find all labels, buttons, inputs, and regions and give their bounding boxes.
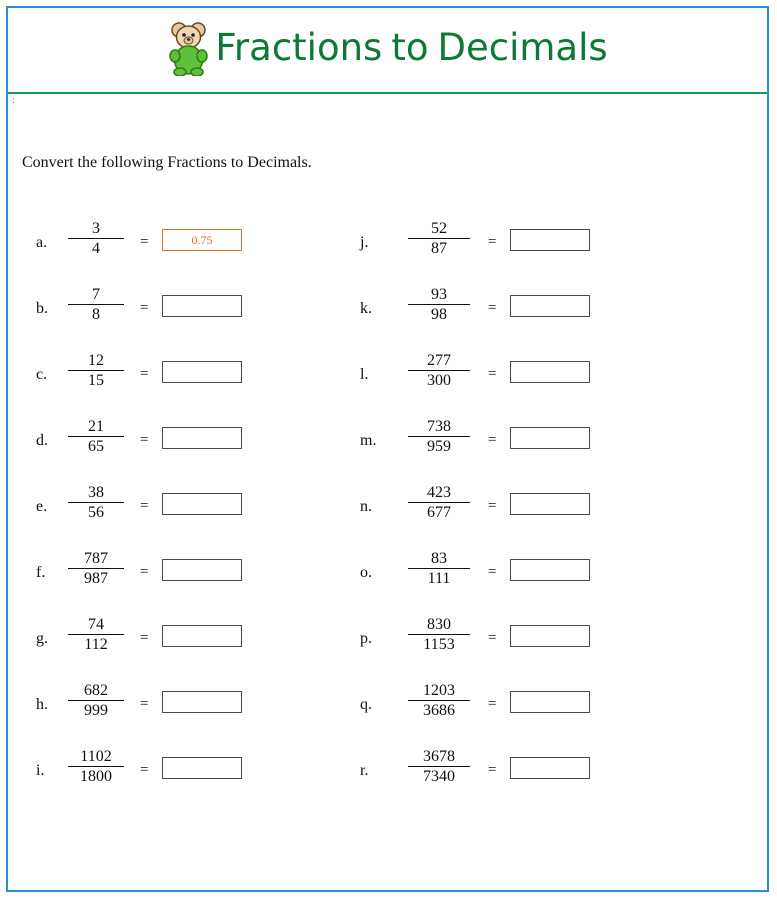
problem-row <box>360 282 690 336</box>
fraction <box>408 682 470 719</box>
answer-input[interactable]: 0.75 <box>162 229 242 251</box>
problem-row <box>36 414 366 468</box>
problem-row <box>360 744 690 798</box>
fraction-denominator: 112 <box>84 636 108 653</box>
equals-sign: = <box>488 300 497 316</box>
fraction-numerator: 830 <box>408 616 470 635</box>
problem-label: c. <box>36 366 48 383</box>
fraction-denominator: 87 <box>431 240 447 257</box>
fraction-numerator: 277 <box>408 352 470 371</box>
answer-input[interactable] <box>162 295 242 317</box>
fraction-numerator: 682 <box>68 682 124 701</box>
equals-sign: = <box>140 300 149 316</box>
worksheet-page <box>6 6 769 892</box>
answer-input[interactable] <box>510 427 590 449</box>
answer-input[interactable] <box>510 493 590 515</box>
fraction-denominator: 56 <box>88 504 104 521</box>
problem-row <box>36 480 366 534</box>
answer-input[interactable] <box>510 691 590 713</box>
problem-row <box>360 678 690 732</box>
problem-label: k. <box>360 300 372 317</box>
title-word-to: to <box>391 26 429 69</box>
fraction <box>68 550 124 587</box>
problem-label: b. <box>36 300 48 317</box>
problem-row <box>360 480 690 534</box>
fraction <box>68 220 124 257</box>
fraction <box>408 220 470 257</box>
answer-input[interactable] <box>162 427 242 449</box>
equals-sign: = <box>488 630 497 646</box>
page-title <box>215 26 607 69</box>
answer-input[interactable] <box>162 559 242 581</box>
problem-label: j. <box>360 234 369 251</box>
fraction-denominator: 677 <box>427 504 451 521</box>
fraction-numerator: 38 <box>68 484 124 503</box>
fraction-denominator: 1800 <box>80 768 112 785</box>
left-tick-marks: : <box>12 94 16 106</box>
problem-label: m. <box>360 432 377 449</box>
fraction-denominator: 4 <box>92 240 100 257</box>
fraction-numerator: 3678 <box>408 748 470 767</box>
fraction-numerator: 83 <box>408 550 470 569</box>
problem-label: o. <box>360 564 372 581</box>
fraction-numerator: 93 <box>408 286 470 305</box>
fraction-denominator: 8 <box>92 306 100 323</box>
fraction-numerator: 52 <box>408 220 470 239</box>
fraction-numerator: 787 <box>68 550 124 569</box>
fraction-numerator: 74 <box>68 616 124 635</box>
equals-sign: = <box>140 234 149 250</box>
answer-input[interactable] <box>162 493 242 515</box>
fraction <box>408 352 470 389</box>
fraction-numerator: 1203 <box>408 682 470 701</box>
equals-sign: = <box>140 696 149 712</box>
equals-sign: = <box>488 498 497 514</box>
equals-sign: = <box>488 564 497 580</box>
answer-input[interactable] <box>510 625 590 647</box>
fraction <box>68 352 124 389</box>
fraction-numerator: 738 <box>408 418 470 437</box>
problem-label: p. <box>360 630 372 647</box>
fraction-numerator: 7 <box>68 286 124 305</box>
problem-row <box>360 216 690 270</box>
instructions-text: Convert the following Fractions to Decimals. <box>22 154 312 171</box>
problem-label: d. <box>36 432 48 449</box>
answer-input[interactable] <box>510 757 590 779</box>
equals-sign: = <box>488 696 497 712</box>
fraction-denominator: 7340 <box>423 768 455 785</box>
answer-input[interactable] <box>162 625 242 647</box>
problem-label: i. <box>36 762 45 779</box>
fraction <box>68 286 124 323</box>
equals-sign: = <box>140 432 149 448</box>
fraction-denominator: 987 <box>84 570 108 587</box>
fraction <box>408 418 470 455</box>
problem-row <box>360 612 690 666</box>
problem-row <box>360 546 690 600</box>
fraction-denominator: 65 <box>88 438 104 455</box>
problem-row <box>36 744 366 798</box>
equals-sign: = <box>488 762 497 778</box>
fraction-numerator: 21 <box>68 418 124 437</box>
title-word-decimals: Decimals <box>437 26 608 69</box>
problem-row <box>360 414 690 468</box>
equals-sign: = <box>140 564 149 580</box>
answer-input[interactable] <box>510 295 590 317</box>
fraction-denominator: 111 <box>427 570 451 587</box>
problem-row <box>36 546 366 600</box>
answer-input[interactable] <box>162 361 242 383</box>
problem-row <box>36 348 366 402</box>
equals-sign: = <box>488 432 497 448</box>
equals-sign: = <box>140 630 149 646</box>
fraction <box>408 550 470 587</box>
equals-sign: = <box>140 498 149 514</box>
answer-input[interactable] <box>510 361 590 383</box>
problem-label: e. <box>36 498 48 515</box>
fraction-denominator: 959 <box>427 438 451 455</box>
problem-label: a. <box>36 234 48 251</box>
problem-label: g. <box>36 630 48 647</box>
title-block <box>8 16 767 79</box>
fraction <box>408 286 470 323</box>
teddy-bear-icon <box>167 18 213 81</box>
answer-input[interactable] <box>510 559 590 581</box>
fraction-denominator: 15 <box>88 372 104 389</box>
fraction-denominator: 300 <box>427 372 451 389</box>
problem-label: r. <box>360 762 369 779</box>
problem-label: n. <box>360 498 372 515</box>
fraction <box>68 748 124 785</box>
answer-input[interactable] <box>510 229 590 251</box>
worksheet-header <box>8 8 767 94</box>
problem-row <box>36 282 366 336</box>
fraction-denominator: 98 <box>431 306 447 323</box>
fraction-denominator: 1153 <box>423 636 455 653</box>
fraction <box>408 748 470 785</box>
fraction <box>68 484 124 521</box>
answer-input[interactable] <box>162 757 242 779</box>
title-word-fractions: Fractions <box>215 26 383 69</box>
fraction <box>68 682 124 719</box>
fraction-numerator: 423 <box>408 484 470 503</box>
problem-label: f. <box>36 564 46 581</box>
problem-label: h. <box>36 696 48 713</box>
fraction-numerator: 3 <box>68 220 124 239</box>
equals-sign: = <box>488 234 497 250</box>
fraction-denominator: 3686 <box>423 702 455 719</box>
equals-sign: = <box>488 366 497 382</box>
problem-row <box>360 348 690 402</box>
problem-row <box>36 678 366 732</box>
problem-label: l. <box>360 366 369 383</box>
fraction-denominator: 999 <box>84 702 108 719</box>
answer-input[interactable] <box>162 691 242 713</box>
fraction <box>68 418 124 455</box>
problem-row <box>36 612 366 666</box>
equals-sign: = <box>140 762 149 778</box>
problem-row <box>36 216 366 270</box>
fraction-numerator: 1102 <box>68 748 124 767</box>
problem-label: q. <box>360 696 372 713</box>
fraction <box>408 484 470 521</box>
fraction <box>68 616 124 653</box>
fraction <box>408 616 470 653</box>
equals-sign: = <box>140 366 149 382</box>
fraction-numerator: 12 <box>68 352 124 371</box>
